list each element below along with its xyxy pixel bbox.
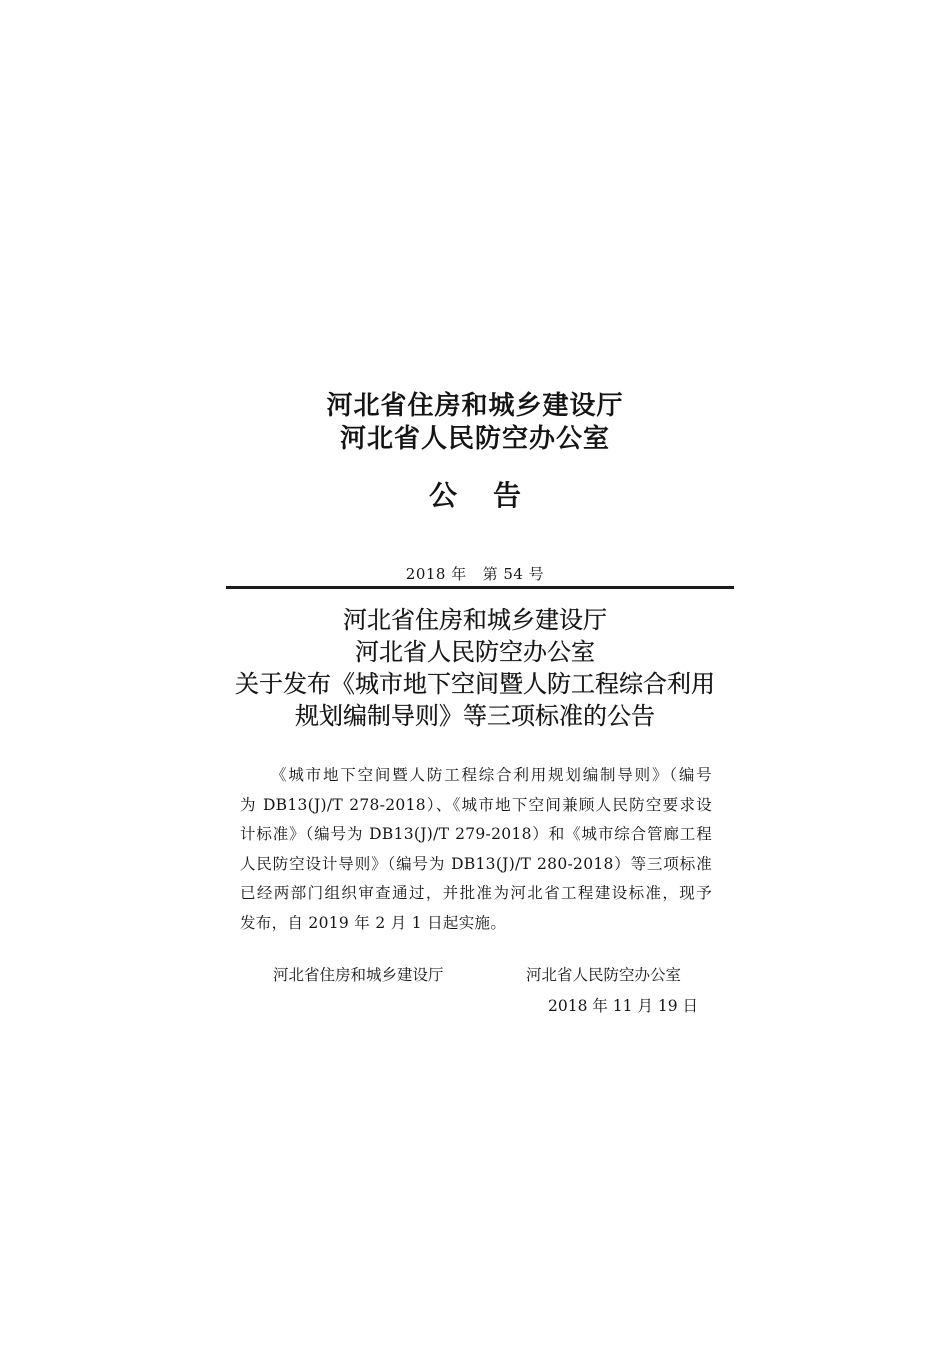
document-number <box>0 563 950 584</box>
issuer-name-housing-department: 河北省住房和城乡建设厅 <box>326 391 624 421</box>
signature-issuer-civil-air-defense-office: 河北省人民防空办公室 <box>526 966 682 984</box>
body-line: 发布，自 2019 年 2 月 1 日起实施。 <box>240 913 507 932</box>
body-line: 人民防空设计导则》（编号为 DB13(J)/T 280-2018）等三项标准 <box>240 854 712 873</box>
issuer-name-civil-air-defense-office: 河北省人民防空办公室 <box>339 424 610 454</box>
title-line: 规划编制导则》等三项标准的公告 <box>295 702 655 730</box>
body-line: 《城市地下空间暨人防工程综合利用规划编制导则》（编号 <box>271 766 712 784</box>
document-year: 2018 年 <box>405 565 467 583</box>
header-divider <box>226 586 734 589</box>
document-serial-number: 第 54 号 <box>482 565 545 583</box>
signature-date: 2018 年 11 月 19 日 <box>548 997 699 1015</box>
document-type-heading: 公告 <box>428 479 557 512</box>
title-line: 河北省住房和城乡建设厅 <box>343 606 607 634</box>
body-line: 已经两部门组织审查通过，并批准为河北省工程建设标准，现予 <box>240 884 712 902</box>
signature-issuer-housing-department: 河北省住房和城乡建设厅 <box>273 966 444 984</box>
title-line: 关于发布《城市地下空间暨人防工程综合利用 <box>235 670 715 698</box>
body-line: 计标准》（编号为 DB13(J)/T 279-2018）和《城市综合管廊工程 <box>240 825 712 843</box>
announcement-body <box>240 761 712 938</box>
title-line: 河北省人民防空办公室 <box>355 638 595 666</box>
body-line: 为 DB13(J)/T 278-2018）、《城市地下空间兼顾人民防空要求设 <box>240 795 712 814</box>
